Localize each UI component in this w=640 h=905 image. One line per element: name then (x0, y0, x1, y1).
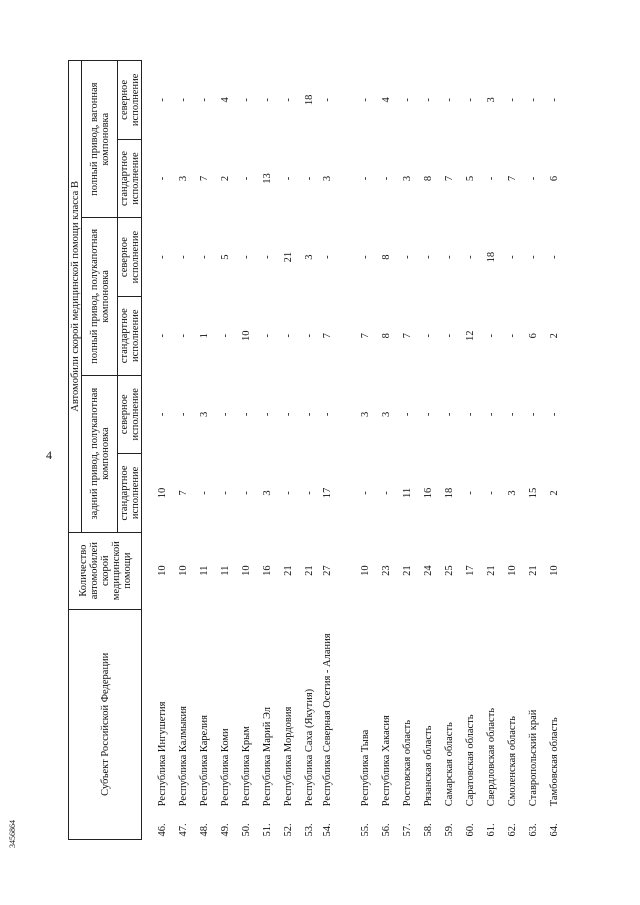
row-number: 46. (156, 823, 168, 837)
value-cell: - (282, 333, 294, 338)
header-subject: Субъект Российской Федерации (69, 609, 142, 839)
value-cell: - (359, 491, 371, 495)
value-cell: 5 (219, 254, 231, 260)
table-row (544, 61, 565, 840)
total-count: 10 (548, 565, 560, 576)
value-cell: 3 (261, 490, 273, 496)
ambulance-distribution-table (68, 60, 565, 840)
value-cell: 15 (527, 487, 539, 499)
value-cell: - (401, 255, 413, 259)
value-cell: - (198, 491, 210, 495)
header-class-b: Автомобили скорой медицинской помощи класса В (69, 61, 82, 533)
value-cell: - (359, 98, 371, 102)
value-cell: - (177, 98, 189, 102)
value-cell: 1 (198, 333, 210, 339)
value-cell: - (401, 98, 413, 102)
value-cell: - (527, 255, 539, 259)
row-number: 49. (219, 823, 231, 837)
value-cell: - (261, 412, 273, 417)
subject-name: Республика Карелия (198, 714, 210, 807)
row-number: 55. (359, 823, 371, 837)
value-cell: - (240, 98, 252, 102)
value-cell: - (422, 98, 434, 102)
value-cell: - (156, 255, 168, 259)
value-cell: - (422, 255, 434, 259)
value-cell: 2 (219, 175, 231, 182)
row-number: 47. (177, 823, 189, 837)
subject-name: Свердловская область (485, 707, 497, 807)
subject-name: Республика Коми (219, 728, 231, 807)
value-cell: - (303, 491, 315, 495)
value-cell: - (527, 98, 539, 102)
total-count: 10 (359, 565, 371, 576)
value-cell: - (261, 255, 273, 259)
value-cell: 11 (401, 487, 413, 498)
value-cell: 3 (485, 97, 497, 103)
table-row (320, 61, 355, 840)
row-number: 59. (443, 823, 455, 837)
total-count: 25 (443, 565, 455, 576)
value-cell: 6 (548, 175, 560, 182)
total-count: 11 (198, 565, 210, 576)
value-cell: 3 (177, 175, 189, 182)
value-cell: 8 (422, 175, 434, 182)
value-cell: 18 (485, 251, 497, 263)
value-cell: - (527, 176, 539, 181)
total-count: 21 (485, 565, 497, 576)
subject-name: Республика Марий Эл (261, 706, 273, 807)
value-cell: - (380, 491, 392, 495)
row-number: 52. (282, 823, 294, 837)
value-cell: 3 (198, 411, 210, 417)
table-body (142, 61, 566, 840)
total-count: 21 (527, 565, 539, 576)
value-cell: - (282, 98, 294, 102)
value-cell: 6 (527, 333, 539, 339)
row-number: 53. (303, 823, 315, 837)
value-cell: - (443, 255, 455, 259)
value-cell: - (177, 255, 189, 259)
table-row (257, 61, 278, 840)
subject-name: Республика Мордовия (282, 706, 294, 807)
value-cell: - (177, 412, 189, 417)
total-count: 11 (219, 565, 231, 576)
subject-name: Республика Крым (240, 726, 252, 807)
table-row (236, 61, 257, 840)
table-row (142, 61, 174, 840)
row-number: 54. (322, 823, 333, 837)
value-cell: - (464, 98, 476, 102)
value-cell: - (527, 412, 539, 417)
total-count: 10 (156, 565, 168, 576)
subject-name: Республика Ингушетия (156, 701, 168, 807)
header-rear-drive: задний привод, полукапотная компоновка (82, 375, 118, 532)
total-count: 21 (401, 565, 413, 576)
table-row (299, 61, 320, 840)
total-count: 27 (322, 565, 333, 576)
value-cell: 17 (322, 487, 333, 499)
value-cell: 7 (322, 333, 333, 339)
value-cell: - (401, 412, 413, 417)
subject-name: Смоленская область (506, 716, 518, 807)
value-cell: - (322, 98, 333, 102)
value-cell: 4 (380, 97, 392, 103)
row-number: 62. (506, 823, 518, 837)
value-cell: - (322, 412, 333, 417)
table-row (418, 61, 439, 840)
subject-name: Самарская область (443, 722, 455, 807)
row-number: 50. (240, 823, 252, 837)
value-cell: 7 (177, 490, 189, 496)
value-cell: - (156, 333, 168, 338)
total-count: 23 (380, 565, 392, 576)
row-number: 61. (485, 823, 497, 837)
value-cell: 7 (198, 175, 210, 182)
row-number: 58. (422, 823, 434, 837)
row-number: 63. (527, 823, 539, 837)
value-cell: 12 (464, 330, 476, 341)
table-row (481, 61, 502, 840)
header-awd-van: полный привод, вагонная компоновка (82, 61, 118, 218)
value-cell: - (261, 333, 273, 338)
value-cell: - (506, 255, 518, 259)
header-standard: стандартное исполнение (118, 139, 142, 218)
table-row (173, 61, 194, 840)
value-cell: 7 (359, 333, 371, 339)
subject-name: Республика Хакасия (380, 715, 392, 807)
value-cell: 8 (380, 254, 392, 260)
value-cell: - (156, 412, 168, 417)
value-cell: - (282, 176, 294, 181)
rotated-table-area (68, 60, 598, 840)
value-cell: - (240, 176, 252, 181)
value-cell: - (156, 98, 168, 102)
table-row (502, 61, 523, 840)
table-row (397, 61, 418, 840)
total-count: 16 (261, 565, 273, 576)
subject-name: Республика Саха (Якутия) (303, 688, 315, 807)
value-cell: 2 (548, 490, 560, 496)
value-cell: 2 (548, 333, 560, 339)
value-cell: - (485, 491, 497, 495)
header-count: Количество автомобилей скорой медицинской помощи (69, 532, 142, 609)
table-row (523, 61, 544, 840)
subject-name: Республика Тыва (359, 729, 371, 807)
value-cell: 10 (156, 487, 168, 499)
table-row (439, 61, 460, 840)
value-cell: 7 (506, 175, 518, 182)
value-cell: - (282, 491, 294, 495)
value-cell: - (198, 98, 210, 102)
value-cell: - (219, 491, 231, 495)
value-cell: - (303, 412, 315, 417)
subject-name: Ростовская область (401, 719, 413, 807)
value-cell: - (443, 333, 455, 338)
value-cell: - (422, 333, 434, 338)
row-number: 57. (401, 823, 413, 837)
total-count: 24 (422, 565, 434, 576)
row-number: 60. (464, 823, 476, 837)
document-code: 3456864 (8, 820, 17, 848)
value-cell: - (177, 333, 189, 338)
value-cell: - (548, 255, 560, 259)
value-cell: - (198, 255, 210, 259)
value-cell: - (359, 255, 371, 259)
value-cell: - (443, 98, 455, 102)
value-cell: 21 (282, 251, 294, 263)
subject-name: Ставропольский край (527, 709, 539, 807)
subject-name: Республика Калмыкия (177, 706, 189, 807)
total-count: 10 (506, 565, 518, 576)
value-cell: - (359, 176, 371, 181)
row-number: 56. (380, 823, 392, 837)
value-cell: - (240, 412, 252, 417)
value-cell: - (219, 333, 231, 338)
subject-name: Тамбовская область (548, 717, 560, 807)
table-row (460, 61, 481, 840)
value-cell: 3 (359, 411, 371, 417)
value-cell: - (240, 491, 252, 495)
total-count: 10 (240, 565, 252, 576)
value-cell: 3 (380, 411, 392, 417)
table-row (215, 61, 236, 840)
value-cell: 3 (322, 175, 333, 182)
subject-name: Саратовская область (464, 714, 476, 807)
value-cell: - (506, 333, 518, 338)
value-cell: 4 (219, 97, 231, 103)
subject-name: Рязанская область (422, 725, 434, 807)
value-cell: - (506, 98, 518, 102)
table-row (355, 61, 376, 840)
value-cell: - (443, 412, 455, 417)
total-count: 21 (303, 565, 315, 576)
value-cell: - (485, 176, 497, 181)
value-cell: - (261, 98, 273, 102)
value-cell: - (464, 491, 476, 495)
value-cell: 3 (303, 254, 315, 260)
value-cell: 13 (261, 173, 273, 184)
table-row (376, 61, 397, 840)
value-cell: 7 (443, 175, 455, 182)
header-northern: северное исполнение (118, 61, 142, 140)
value-cell: - (485, 412, 497, 417)
value-cell: 3 (401, 175, 413, 182)
value-cell: - (282, 412, 294, 417)
value-cell: - (548, 98, 560, 102)
value-cell: 5 (464, 175, 476, 182)
table-row (278, 61, 299, 840)
value-cell: - (422, 412, 434, 417)
subject-name: Республика Северная Осетия - Алания (322, 633, 333, 807)
row-number: 51. (261, 823, 273, 837)
total-count: 10 (177, 565, 189, 576)
value-cell: - (506, 412, 518, 417)
value-cell: - (464, 412, 476, 417)
value-cell: 8 (380, 333, 392, 339)
header-awd-semihood: полный привод, полукапотная компоновка (82, 218, 118, 375)
header-standard: стандартное исполнение (118, 454, 142, 533)
row-number: 48. (198, 823, 210, 837)
value-cell: - (240, 255, 252, 259)
value-cell: 16 (422, 487, 434, 499)
table-header (69, 61, 142, 840)
value-cell: - (548, 412, 560, 417)
value-cell: 10 (240, 330, 252, 341)
value-cell: - (380, 176, 392, 181)
value-cell: - (464, 255, 476, 259)
total-count: 21 (282, 565, 294, 576)
header-standard: стандартное исполнение (118, 296, 142, 375)
value-cell: - (219, 412, 231, 417)
page-number: 4 (46, 448, 52, 462)
value-cell: - (156, 176, 168, 181)
value-cell: - (485, 333, 497, 338)
value-cell: - (322, 255, 333, 259)
table-row (194, 61, 215, 840)
value-cell: - (303, 176, 315, 181)
total-count: 17 (464, 565, 476, 576)
value-cell: 3 (506, 490, 518, 496)
value-cell: 7 (401, 333, 413, 339)
value-cell: 18 (443, 487, 455, 499)
header-northern: северное исполнение (118, 375, 142, 454)
value-cell: - (303, 333, 315, 338)
value-cell: 18 (303, 94, 315, 106)
row-number: 64. (548, 823, 560, 837)
header-northern: северное исполнение (118, 218, 142, 297)
